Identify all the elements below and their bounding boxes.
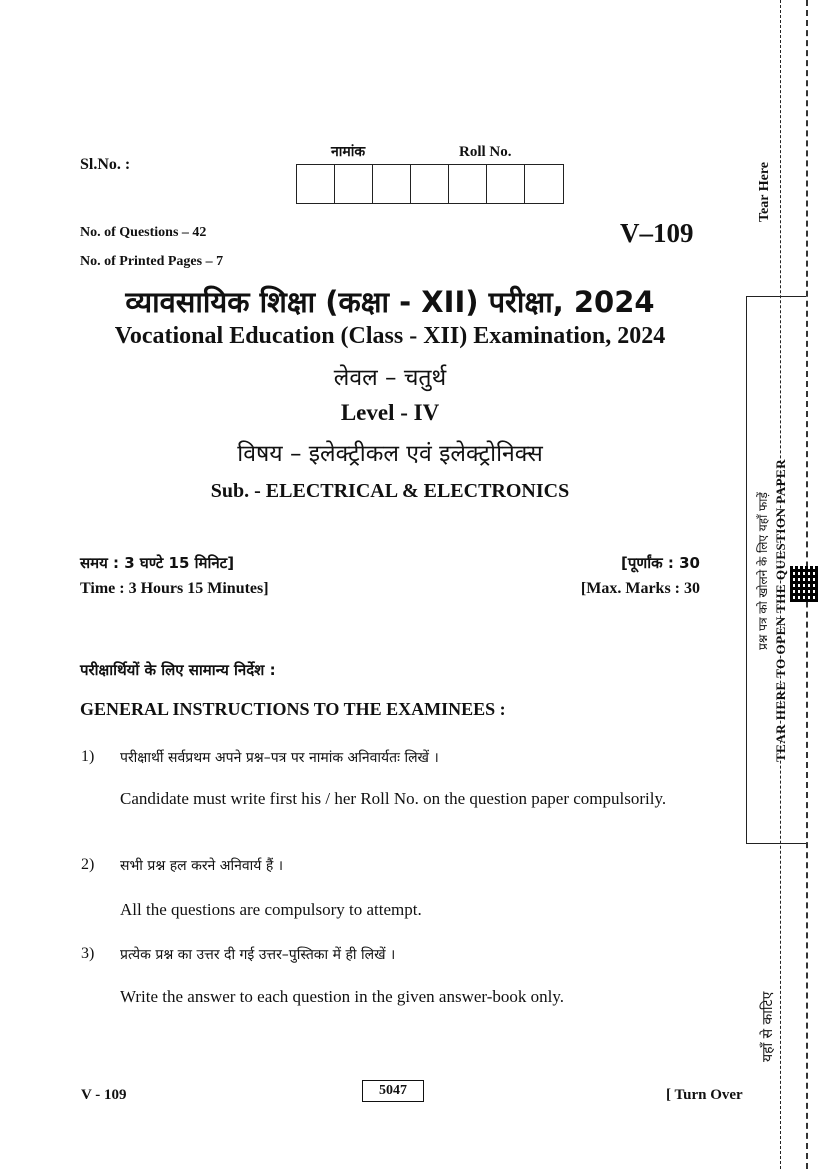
roll-label-english: Roll No.: [459, 144, 512, 160]
qr-code-icon: [790, 566, 818, 602]
instructions-heading-english: GENERAL INSTRUCTIONS TO THE EXAMINEES :: [80, 699, 506, 719]
roll-digit-box[interactable]: [525, 165, 563, 203]
instruction-number: 1): [81, 748, 95, 765]
level-hindi: लेवल – चतुर्थ: [333, 365, 447, 391]
paper-code: V–109: [620, 218, 694, 248]
level-english: Level - IV: [340, 400, 440, 425]
roll-digit-box[interactable]: [373, 165, 411, 203]
turn-over-label: [ Turn Over: [666, 1087, 743, 1103]
title-hindi: व्यावसायिक शिक्षा (कक्षा - XII) परीक्षा, 2024: [125, 285, 655, 319]
instruction-english: Candidate must write first his / her Roll No. on the question paper compulsorily.: [120, 789, 667, 808]
title-english: Vocational Education (Class - XII) Examination, 2024: [114, 323, 666, 349]
max-marks-english: [Max. Marks : 30: [580, 580, 700, 597]
instruction-number: 2): [81, 856, 95, 873]
subject-english: Sub. - ELECTRICAL & ELECTRONICS: [210, 480, 570, 502]
number-of-pages: No. of Printed Pages – 7: [80, 254, 224, 269]
footer-paper-code: V - 109: [81, 1087, 127, 1103]
roll-label-hindi: नामांक: [331, 144, 366, 160]
roll-digit-box[interactable]: [487, 165, 525, 203]
instruction-hindi: सभी प्रश्न हल करने अनिवार्य हैं ।: [120, 858, 284, 874]
instruction-english: All the questions are compulsory to attempt.: [120, 900, 422, 919]
cut-here-label-hindi: यहाँ से काटिए: [760, 991, 776, 1062]
footer-print-code: 5047: [362, 1080, 424, 1102]
roll-digit-box[interactable]: [411, 165, 449, 203]
instruction-hindi: प्रत्येक प्रश्न का उत्तर दी गई उत्तर–पुस्तिका में ही लिखें ।: [120, 947, 396, 963]
tear-open-label-english: TEAR HERE TO OPEN THE QUESTION PAPER: [773, 458, 788, 762]
roll-digit-box[interactable]: [335, 165, 373, 203]
time-hindi: समय : 3 घण्टे 15 मिनिट]: [80, 554, 235, 572]
max-marks-hindi: [पूर्णांक : 30: [621, 554, 700, 572]
instruction-english: Write the answer to each question in the given answer-book only.: [120, 987, 564, 1006]
time-english: Time : 3 Hours 15 Minutes]: [80, 580, 269, 597]
tear-open-label-hindi: प्रश्न पत्र को खोलने के लिए यहाँ फाड़ें: [756, 492, 770, 650]
serial-number-label: Sl.No. :: [80, 156, 131, 173]
instruction-number: 3): [81, 945, 95, 962]
number-of-questions: No. of Questions – 42: [80, 225, 207, 240]
subject-hindi: विषय – इलेक्ट्रीकल एवं इलेक्ट्रोनिक्स: [237, 441, 543, 467]
instruction-hindi: परीक्षार्थी सर्वप्रथम अपने प्रश्न–पत्र पर नामांक अनिवार्यतः लिखें ।: [120, 750, 439, 766]
roll-digit-box[interactable]: [297, 165, 335, 203]
tear-here-label: Tear Here: [757, 161, 772, 222]
instructions-heading-hindi: परीक्षार्थियों के लिए सामान्य निर्देश :: [80, 661, 276, 679]
roll-digit-box[interactable]: [449, 165, 487, 203]
roll-number-boxes[interactable]: [296, 164, 564, 204]
